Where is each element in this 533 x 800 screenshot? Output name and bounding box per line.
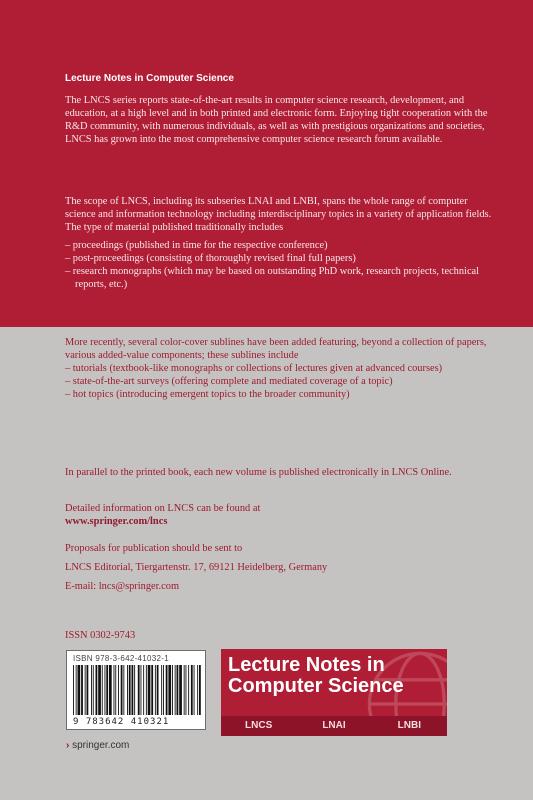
online-block <box>65 466 493 479</box>
crimson-panel <box>0 0 533 327</box>
logo-tab-lncs: LNCS <box>245 720 273 731</box>
logo-line-2: Computer Science <box>228 675 404 697</box>
online-paragraph: In parallel to the printed book, each new volume is published electronically in LNCS Online. <box>65 467 452 478</box>
publisher-link[interactable] <box>66 740 129 751</box>
intro-paragraph: The LNCS series reports state-of-the-art results in computer science research, development, and education, at a high level and in both printed and electronic form. Enjoying tight cooperation with the R&D community, with numerous individuals, as well as with prestigious organizations and societies, LNCS has grown into the most comprehensive computer science research forum available. <box>65 95 488 145</box>
info-prefix: Detailed information on LNCS can be found at <box>65 503 261 514</box>
scope-block <box>65 195 493 291</box>
intro-block <box>65 94 493 146</box>
proposals-line-3: E-mail: lncs@springer.com <box>65 581 180 592</box>
subline-list <box>65 362 493 401</box>
publisher-name: springer.com <box>72 740 130 751</box>
series-title: Lecture Notes in Computer Science <box>65 73 234 84</box>
info-link[interactable]: www.springer.com/lncs <box>65 516 168 527</box>
issn-number: ISSN 0302-9743 <box>65 630 136 641</box>
sublines-block <box>65 336 493 401</box>
scope-paragraph: The scope of LNCS, including its subseries LNAI and LNBI, spans the whole range of computer science and information technology including interdisciplinary topics in a variety of application fields. The type of material published traditionally includes <box>65 196 492 233</box>
proposals-line-2: LNCS Editorial, Tiergartenstr. 17, 69121 Heidelberg, Germany <box>65 562 328 573</box>
chevron-right-icon: › <box>66 740 70 751</box>
list-item: – tutorials (textbook-like monographs or collections of lectures given at advanced courses) <box>65 362 493 375</box>
logo-line-1: Lecture Notes in <box>228 654 385 676</box>
list-item: – proceedings (published in time for the respective conference) <box>65 239 493 252</box>
barcode-bars <box>73 665 201 715</box>
info-block <box>65 502 493 528</box>
barcode-digits: 9 783642 410321 <box>73 717 170 727</box>
list-item: – state-of-the-art surveys (offering complete and mediated coverage of a topic) <box>65 375 493 388</box>
list-item: – post-proceedings (consisting of thoroughly revised final full papers) <box>65 252 493 265</box>
logo-title <box>228 655 404 697</box>
logo-subseries-strip <box>221 716 447 736</box>
logo-tab-lnbi: LNBI <box>397 720 421 731</box>
isbn-label: ISBN 978-3-642-41032-1 <box>73 654 169 663</box>
traditional-list <box>65 239 493 291</box>
proposals-line-1: Proposals for publication should be sent to <box>65 543 243 554</box>
sublines-paragraph: More recently, several color-cover sublines have been added featuring, beyond a collection of papers, various added-value components; these sublines include <box>65 337 487 361</box>
logo-tab-lnai: LNAI <box>322 720 346 731</box>
proposals-block <box>65 539 493 596</box>
isbn-barcode <box>66 650 206 730</box>
list-item: – research monographs (which may be based on outstanding PhD work, research projects, technical reports, etc.) <box>65 265 493 291</box>
list-item: – hot topics (introducing emergent topics to the broader community) <box>65 388 493 401</box>
lncs-logo <box>221 649 447 736</box>
